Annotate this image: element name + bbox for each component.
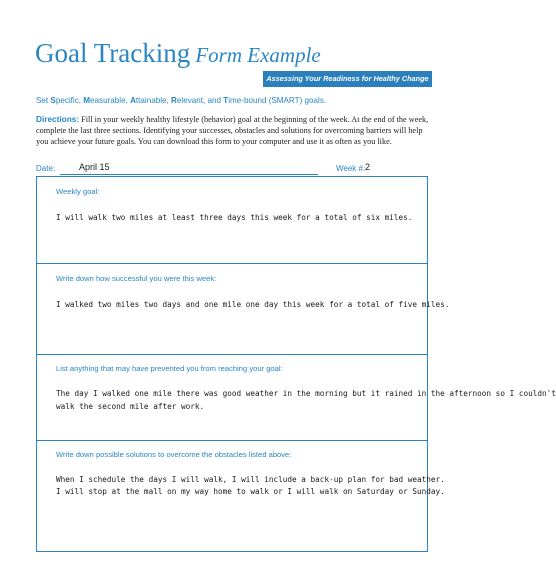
date-field[interactable]: April 15 [79, 162, 110, 172]
directions-paragraph [36, 114, 436, 147]
section-answer-line[interactable]: I will stop at the mall on my way home to walk or I will walk on Saturday or Sunday. [56, 487, 445, 496]
smart-letter-m: M [83, 96, 91, 105]
smart-letter-a: A [130, 96, 136, 105]
smart-text: elevant, and [176, 96, 224, 105]
section-question: Weekly goal: [56, 187, 100, 196]
week-label: Week #: [336, 164, 366, 173]
header-banner: Assessing Your Readiness for Healthy Change [263, 71, 432, 87]
title-main: Goal Tracking [35, 38, 191, 68]
smart-letter-t: T [223, 96, 229, 105]
smart-text: easurable, [90, 96, 131, 105]
smart-text: ime-bound (SMART) goals. [228, 96, 327, 105]
title-subtitle: Form Example [195, 43, 321, 67]
date-underline [60, 174, 318, 175]
smart-text: ttainable, [135, 96, 172, 105]
smart-text: pecific, [55, 96, 84, 105]
section-question: List anything that may have prevented you from reaching your goal: [56, 364, 283, 373]
section-solutions [37, 441, 445, 551]
section-answer[interactable]: I will walk two miles at least three days this week for a total of six miles. [56, 213, 413, 222]
goal-form [36, 176, 556, 552]
smart-goals-line [36, 96, 326, 105]
week-number-field[interactable]: 2 [365, 162, 371, 172]
directions-text: Fill in your weekly healthy lifestyle (behavior) goal at the beginning of the week. At the end of the week, complete the last three sections. Identifying your successes, obstacles and solutions for overcoming barriers will help you achieve your future goals. You can download this form to your computer and use it as often as you like. [36, 115, 429, 146]
smart-letter-r: R [171, 96, 177, 105]
directions-label: Directions: [36, 115, 80, 124]
section-answer-line[interactable]: walk the second mile after work. [56, 402, 205, 411]
smart-letter-s: S [50, 96, 56, 105]
section-answer-line[interactable]: The day I walked one mile there was good weather in the morning but it rained in the afternoon so I couldn't [56, 389, 556, 398]
section-success [37, 264, 450, 355]
page-title [35, 38, 321, 69]
date-label: Date: [36, 164, 56, 173]
section-obstacles [37, 355, 556, 441]
section-question: Write down how successful you were this week: [56, 274, 217, 283]
smart-text: Set [36, 96, 51, 105]
section-weekly-goal [37, 177, 427, 264]
section-answer-line[interactable]: When I schedule the days I will walk, I will include a back-up plan for bad weather. [56, 475, 445, 484]
section-question: Write down possible solutions to overcome the obstacles listed above: [56, 450, 292, 459]
section-answer[interactable]: I walked two miles two days and one mile one day this week for a total of five miles. [56, 300, 450, 309]
